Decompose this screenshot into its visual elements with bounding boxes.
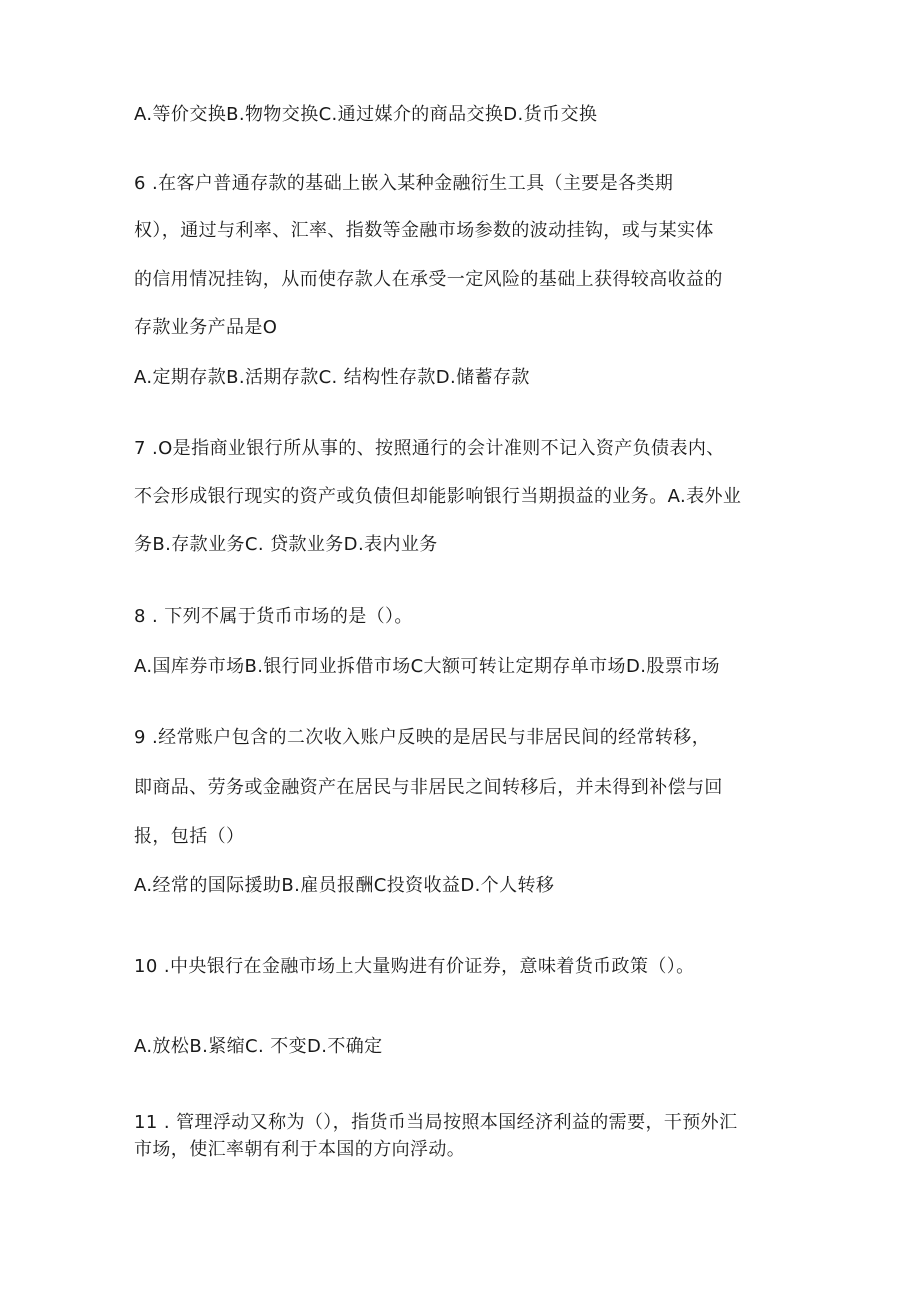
q10-options: A.放松B.紧缩C. 不变D.不确定 xyxy=(134,1036,383,1057)
q6-text-line-1: 6 .在客户普通存款的基础上嵌入某种金融衍生工具（主要是各类期 xyxy=(134,173,674,194)
q6-text-line-2: 权），通过与利率、汇率、指数等金融市场参数的波动挂钩，或与某实体 xyxy=(134,220,714,241)
q9-text-line-2: 即商品、劳务或金融资产在居民与非居民之间转移后，并未得到补偿与回 xyxy=(134,777,723,798)
q7-text-line-2: 不会形成银行现实的资产或负债但却能影响银行当期损益的业务。A.表外业 xyxy=(134,486,742,507)
q7-text-line-3: 务B.存款业务C. 贷款业务D.表内业务 xyxy=(134,534,438,555)
q11-text-line-1: 11 . 管理浮动又称为（），指货币当局按照本国经济利益的需要，干预外汇 xyxy=(134,1112,738,1133)
q5-options: A.等价交换B.物物交换C.通过媒介的商品交换D.货币交换 xyxy=(134,104,598,125)
q6-text-line-3: 的信用情况挂钩，从而使存款人在承受一定风险的基础上获得较高收益的 xyxy=(134,269,723,290)
q6-text-line-4: 存款业务产品是O xyxy=(134,317,278,338)
q9-options: A.经常的国际援助B.雇员报酬C投资收益D.个人转移 xyxy=(134,875,555,896)
q8-options: A.国库券市场B.银行同业拆借市场C大额可转让定期存单市场D.股票市场 xyxy=(134,656,720,677)
q11-text-line-2: 市场，使汇率朝有利于本国的方向浮动。 xyxy=(134,1139,466,1160)
q8-text: 8 . 下列不属于货币市场的是（）。 xyxy=(134,606,413,627)
q9-text-line-1: 9 .经常账户包含的二次收入账户反映的是居民与非居民间的经常转移， xyxy=(134,727,711,748)
q6-options: A.定期存款B.活期存款C. 结构性存款D.储蓄存款 xyxy=(134,367,530,388)
q10-text: 10 .中央银行在金融市场上大量购进有价证券，意味着货币政策（）。 xyxy=(134,956,695,977)
q9-text-line-3: 报，包括（） xyxy=(134,826,245,847)
q7-text-line-1: 7 .O是指商业银行所从事的、按照通行的会计准则不记入资产负债表内、 xyxy=(134,438,725,459)
